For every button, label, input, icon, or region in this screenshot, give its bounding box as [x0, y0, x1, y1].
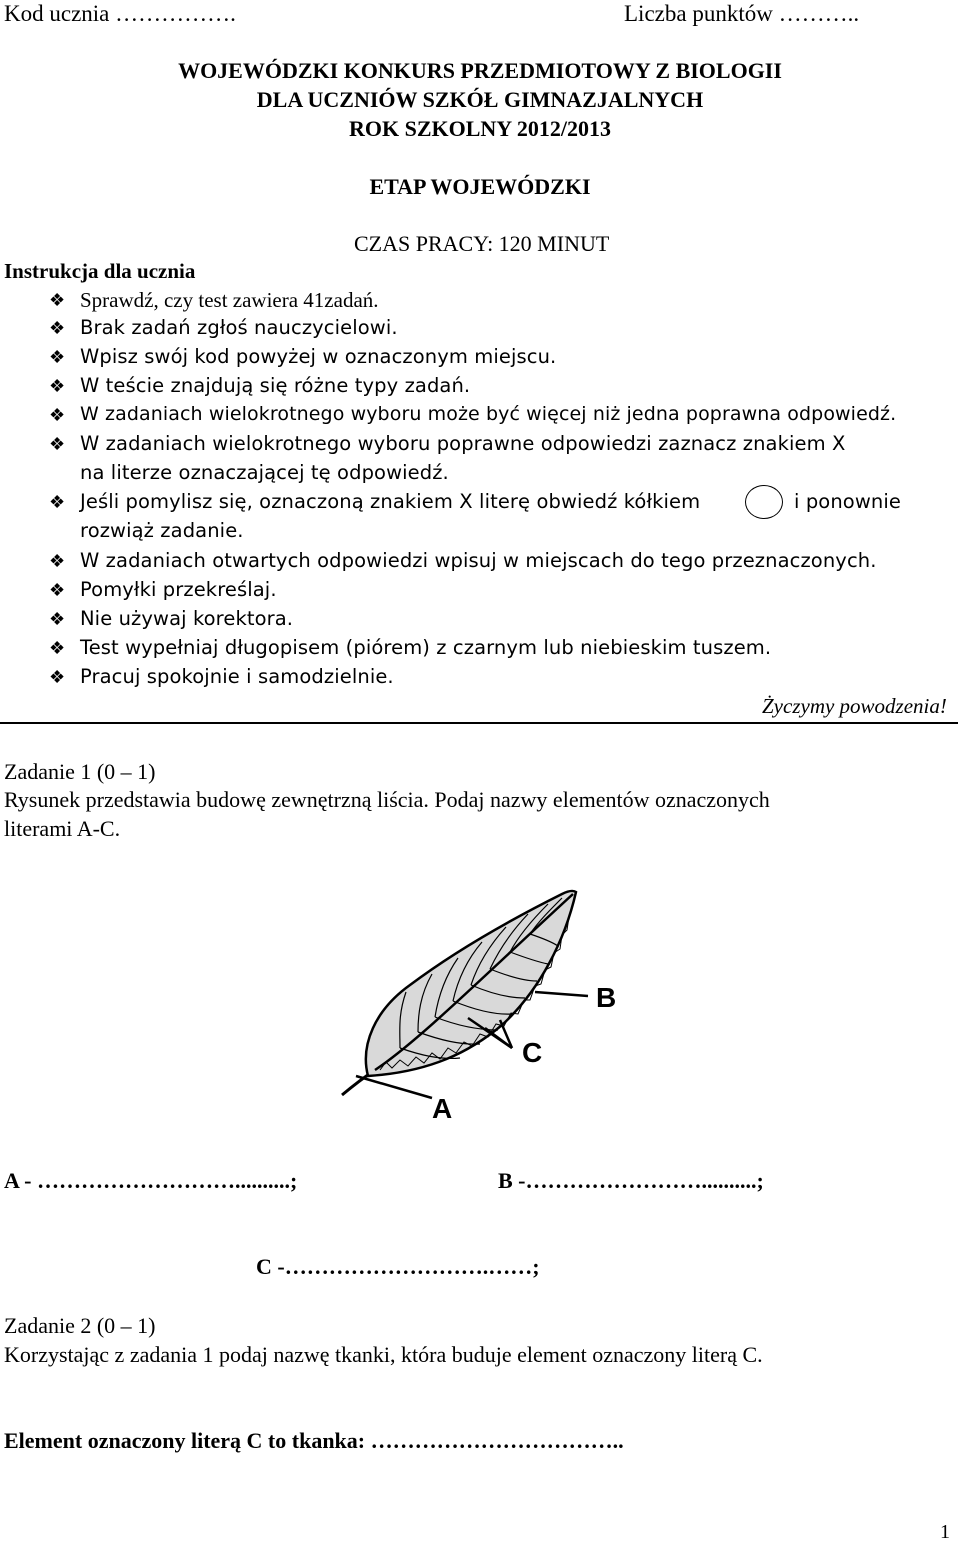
diamond-bullet-icon: ❖: [49, 318, 66, 338]
diamond-bullet-icon: ❖: [49, 638, 66, 658]
leaf-diagram: [320, 880, 640, 1120]
page-number: 1: [940, 1521, 950, 1543]
points-field[interactable]: Liczba punktów ………..: [624, 1, 860, 26]
instruction-item: W zadaniach wielokrotnego wyboru może być więcej niż jedna poprawna odpowiedź.: [80, 403, 897, 425]
time-limit: CZAS PRACY: 120 MINUT: [354, 231, 610, 256]
task2-text: Korzystając z zadania 1 podaj nazwę tkanki, która buduje element oznaczony literą C.: [4, 1342, 763, 1367]
diamond-bullet-icon: ❖: [49, 405, 66, 425]
diamond-bullet-icon: ❖: [49, 551, 66, 571]
instruction-item-continued: na literze oznaczającej tę odpowiedź.: [80, 461, 449, 484]
divider: [0, 722, 958, 724]
diamond-bullet-icon: ❖: [49, 609, 66, 629]
contest-subtitle: DLA UCZNIÓW SZKÓŁ GIMNAZJALNYCH: [256, 87, 704, 112]
diamond-bullet-icon: ❖: [49, 290, 66, 310]
diamond-bullet-icon: ❖: [49, 492, 66, 512]
answer-c-field[interactable]: C -……………………….……;: [256, 1254, 540, 1279]
label-a: A: [432, 1093, 453, 1120]
task1-text: Rysunek przedstawia budowę zewnętrzną liścia. Podaj nazwy elementów oznaczonych: [4, 787, 770, 812]
good-luck-text: Życzymy powodzenia!: [762, 694, 947, 718]
instruction-item: Wpisz swój kod powyżej w oznaczonym miejscu.: [80, 345, 557, 368]
instruction-item: Jeśli pomylisz się, oznaczoną znakiem X literę obwiedź kółkiem: [80, 490, 701, 513]
instruction-item: Pomyłki przekreślaj.: [80, 578, 277, 601]
instruction-item: W teście znajdują się różne typy zadań.: [80, 374, 471, 397]
instruction-item: Nie używaj korektora.: [80, 607, 294, 630]
diamond-bullet-icon: ❖: [49, 434, 66, 454]
task1-text-continued: literami A-C.: [4, 816, 121, 841]
instructions-heading: Instrukcja dla ucznia: [4, 259, 196, 283]
instruction-item: Sprawdź, czy test zawiera 41zadań.: [80, 288, 379, 312]
answer-a-field[interactable]: A - ………………………..........;: [4, 1168, 298, 1193]
student-code-field[interactable]: Kod ucznia …………….: [4, 1, 236, 26]
diamond-bullet-icon: ❖: [49, 376, 66, 396]
instruction-item-continued: rozwiąż zadanie.: [80, 519, 244, 542]
diamond-bullet-icon: ❖: [49, 347, 66, 367]
instruction-item-end: i ponownie: [794, 490, 901, 513]
instruction-item: Test wypełniaj długopisem (piórem) z czarnym lub niebieskim tuszem.: [80, 636, 772, 659]
school-year: ROK SZKOLNY 2012/2013: [349, 116, 611, 141]
diamond-bullet-icon: ❖: [49, 667, 66, 687]
task2-title: Zadanie 2 (0 – 1): [4, 1313, 156, 1338]
circle-symbol-icon: [745, 485, 783, 519]
task2-answer-field[interactable]: Element oznaczony literą C to tkanka: ……………………………..: [4, 1428, 624, 1453]
label-c: C: [522, 1037, 543, 1068]
label-b: B: [596, 982, 617, 1013]
task1-title: Zadanie 1 (0 – 1): [4, 759, 156, 784]
instruction-item: Pracuj spokojnie i samodzielnie.: [80, 665, 394, 688]
diamond-bullet-icon: ❖: [49, 580, 66, 600]
stage-title: ETAP WOJEWÓDZKI: [369, 174, 591, 199]
instruction-item: W zadaniach wielokrotnego wyboru poprawne odpowiedzi zaznacz znakiem X: [80, 432, 846, 455]
answer-b-field[interactable]: B -……………………..........;: [498, 1168, 764, 1193]
instruction-item: Brak zadań zgłoś nauczycielowi.: [80, 316, 398, 339]
instruction-item: W zadaniach otwartych odpowiedzi wpisuj w miejscach do tego przeznaczonych.: [80, 549, 877, 572]
contest-title: WOJEWÓDZKI KONKURS PRZEDMIOTOWY Z BIOLOGII: [178, 58, 782, 83]
